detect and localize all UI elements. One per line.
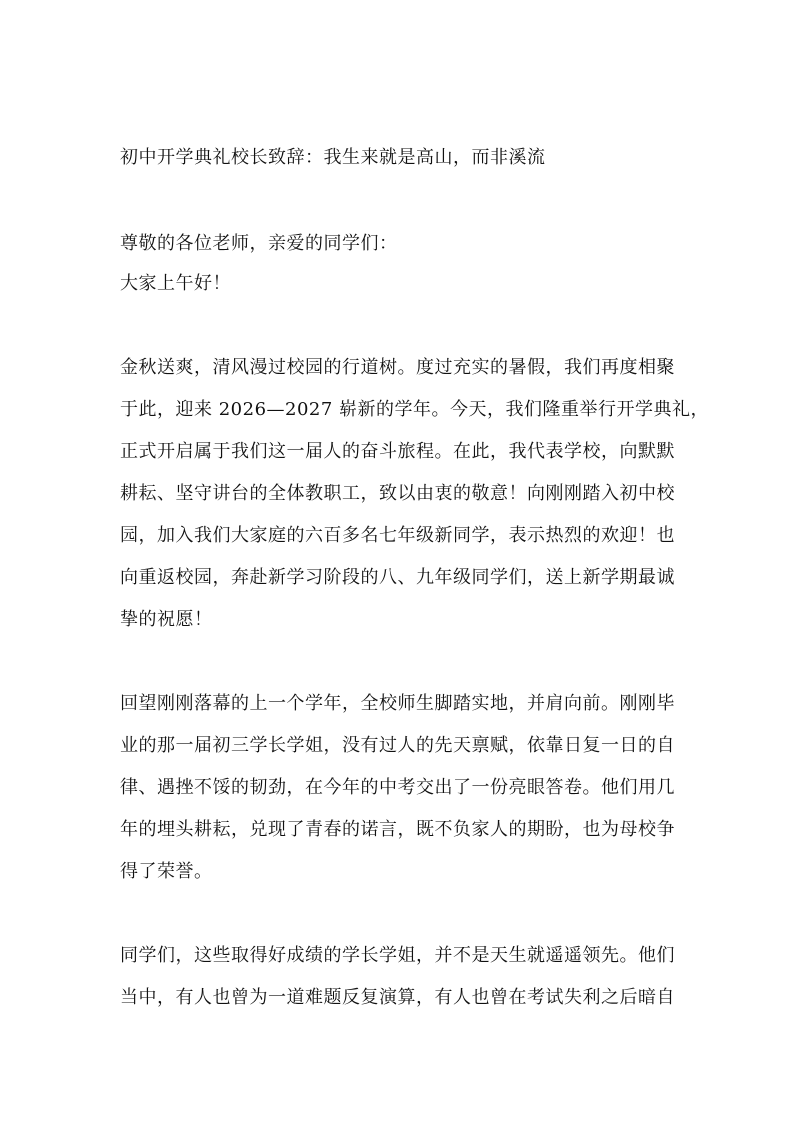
paragraph-1-line-7: 挚的祝愿！ bbox=[120, 609, 213, 630]
paragraph-3-line-2: 当中，有人也曾为一道难题反复演算，有人也曾在考试失利之后暗自 bbox=[120, 987, 675, 1008]
paragraph-1-line-1: 金秋送爽，清风漫过校园的行道树。度过充实的暑假，我们再度相聚 bbox=[120, 357, 675, 378]
paragraph-2-line-2: 业的那一届初三学长学姐，没有过人的先天禀赋，依靠日复一日的自 bbox=[120, 735, 675, 756]
paragraph-2-line-1: 回望刚刚落幕的上一个学年，全校师生脚踏实地，并肩向前。刚刚毕 bbox=[120, 693, 675, 714]
paragraph-1-line-6: 向重返校园，奔赴新学习阶段的八、九年级同学们，送上新学期最诚 bbox=[120, 567, 675, 588]
greeting: 大家上午好！ bbox=[120, 273, 231, 294]
salutation: 尊敬的各位老师，亲爱的同学们： bbox=[120, 233, 398, 254]
paragraph-3-line-1: 同学们，这些取得好成绩的学长学姐，并不是天生就遥遥领先。他们 bbox=[120, 945, 675, 966]
paragraph-1-line-2: 于此，迎来 2026—2027 崭新的学年。今天，我们隆重举行开学典礼， bbox=[120, 399, 710, 420]
paragraph-2-line-4: 年的埋头耕耘，兑现了青春的诺言，既不负家人的期盼，也为母校争 bbox=[120, 819, 675, 840]
paragraph-2-line-5: 得了荣誉。 bbox=[120, 861, 213, 882]
document-title: 初中开学典礼校长致辞：我生来就是高山，而非溪流 bbox=[120, 147, 546, 168]
paragraph-1-line-5: 园，加入我们大家庭的六百多名七年级新同学，表示热烈的欢迎！也 bbox=[120, 525, 675, 546]
paragraph-1-line-3: 正式开启属于我们这一届人的奋斗旅程。在此，我代表学校，向默默 bbox=[120, 441, 675, 462]
paragraph-1-line-4: 耕耘、坚守讲台的全体教职工，致以由衷的敬意！向刚刚踏入初中校 bbox=[120, 483, 675, 504]
paragraph-2-line-3: 律、遇挫不馁的韧劲，在今年的中考交出了一份亮眼答卷。他们用几 bbox=[120, 777, 675, 798]
